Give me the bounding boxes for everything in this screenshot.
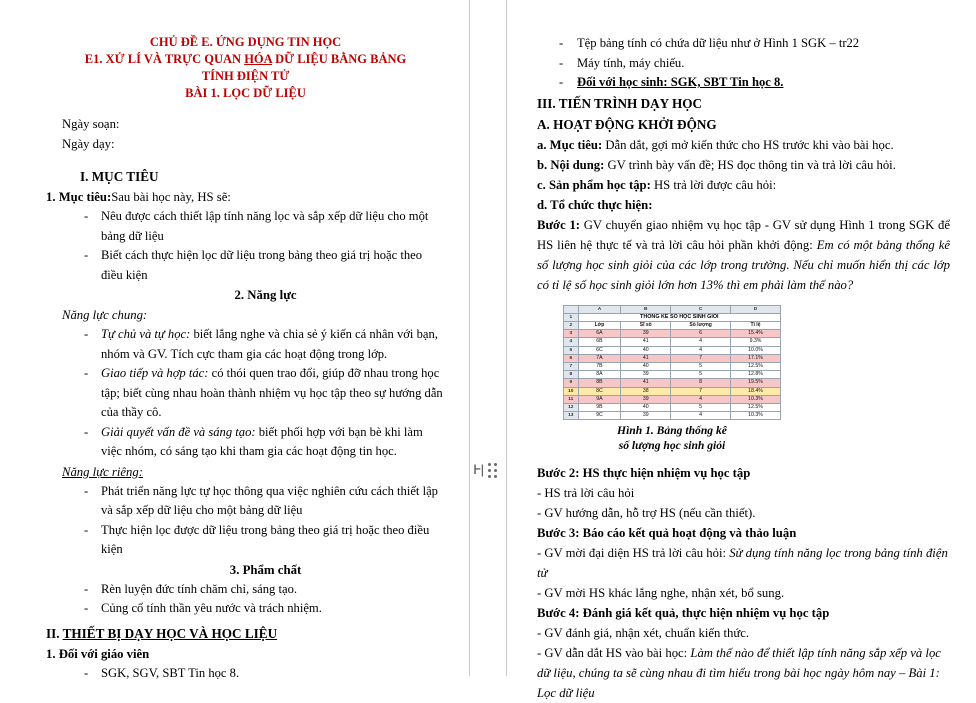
row-header: 12 bbox=[563, 403, 578, 411]
cell-tile: 15.4% bbox=[730, 330, 780, 338]
teacher-item-3-text: Máy tính, máy chiếu. bbox=[576, 55, 685, 70]
cell-lop: 6B bbox=[578, 338, 621, 346]
pham-chat-item-2-text: Củng cố tính thần yêu nước và trách nhiệm. bbox=[101, 601, 322, 615]
nang-luc-rieng-item-2 bbox=[46, 521, 445, 560]
spreadsheet-column-header-row bbox=[563, 305, 780, 313]
cell-siso: 40 bbox=[621, 362, 671, 370]
doc-title-line-4: BÀI 1. LỌC DỮ LIỆU bbox=[185, 86, 306, 100]
section-heading-ii-num: II. bbox=[46, 625, 63, 641]
item-lead: Giải quyết vấn đề và sáng tạo: bbox=[101, 424, 256, 439]
row-header: 2 bbox=[563, 321, 578, 329]
row-header: 13 bbox=[563, 412, 578, 420]
cell-tile: 10.0% bbox=[730, 346, 780, 354]
doc-title-line-2-pre: E1. XỬ LÍ VÀ TRỰC QUAN bbox=[84, 52, 245, 66]
nang-luc-heading: 2. Năng lực bbox=[234, 288, 297, 302]
nang-luc-chung-item-1-text bbox=[101, 325, 445, 364]
row-header: 5 bbox=[563, 346, 578, 354]
cell-lop: 8B bbox=[578, 379, 621, 387]
buoc-1-paragraph bbox=[537, 215, 950, 295]
cell-siso: 38 bbox=[621, 387, 671, 395]
student-materials-text: Đối với học sinh: SGK, SBT Tin học 8. bbox=[576, 75, 784, 89]
buoc-2-label: Bước 2: bbox=[536, 466, 580, 481]
nang-luc-rieng-label: Năng lực riêng: bbox=[62, 464, 143, 479]
buoc-4-item-2-italic: Làm thế nào để thiết lập tính năng sắp xếp và lọc dữ liệu, chúng ta sẽ cùng nhau đi tìm hiểu trong bài học ngày hôm nay – Bài 1: Lọc dữ liệu bbox=[536, 646, 941, 701]
nang-luc-chung-item-1 bbox=[46, 325, 445, 364]
objective-bullet-2-text: Biết cách thực hiện lọc dữ liệu trong bảng theo giá trị hoặc theo điều kiện bbox=[101, 248, 423, 282]
activity-a-item-4-label: d. Tổ chức thực hiện: bbox=[536, 197, 653, 212]
cell-siso: 39 bbox=[621, 412, 671, 420]
nang-luc-chung-item-2-text bbox=[101, 364, 445, 423]
objective-bullet-2 bbox=[46, 246, 445, 285]
drag-dots-icon[interactable] bbox=[488, 463, 497, 478]
cell-tile: 12.5% bbox=[730, 362, 780, 370]
student-materials-item bbox=[537, 73, 950, 93]
table-row bbox=[563, 354, 780, 362]
buoc-1-label: Bước 1: bbox=[536, 217, 581, 232]
objective-heading-rest: Sau bài học này, HS sẽ: bbox=[111, 190, 231, 204]
buoc-4-heading bbox=[537, 603, 950, 623]
dash-marker: - bbox=[84, 601, 89, 615]
banner-cell: THỐNG KÊ SỐ HỌC SINH GIỎI bbox=[578, 313, 780, 321]
figure-caption-line-1: Hình 1. Bảng thống kê bbox=[617, 424, 727, 438]
cell-tile: 18.4% bbox=[730, 387, 780, 395]
cell-lop: 7A bbox=[578, 354, 621, 362]
page-gutter bbox=[469, 0, 507, 676]
section-heading-iii: III. TIẾN TRÌNH DẠY HỌC bbox=[536, 95, 702, 111]
nang-luc-rieng-item-1 bbox=[46, 482, 445, 521]
activity-a-item-2 bbox=[537, 155, 950, 175]
cell-lop: 6C bbox=[578, 346, 621, 354]
dash-marker: - bbox=[558, 75, 564, 89]
row-header: 7 bbox=[563, 362, 578, 370]
dash-marker: - bbox=[84, 581, 89, 596]
cell-soluong: 4 bbox=[671, 346, 731, 354]
activity-a-item-4 bbox=[537, 195, 950, 215]
cell-soluong: 5 bbox=[671, 403, 731, 411]
table-row bbox=[563, 387, 780, 395]
figure-caption-line-2: số lượng học sinh giỏi bbox=[618, 439, 726, 453]
nang-luc-rieng-item-2-text: Thực hiện lọc được dữ liệu trong bảng theo giá trị hoặc theo điều kiện bbox=[101, 522, 430, 556]
header-cell-soluong: Số lượng bbox=[671, 321, 731, 329]
activity-a-item-3 bbox=[537, 175, 950, 195]
header-cell-siso: Sĩ số bbox=[621, 321, 671, 329]
buoc-2-item-1: - HS trả lời câu hỏi bbox=[536, 486, 635, 501]
objective-heading-label: 1. Mục tiêu: bbox=[46, 190, 112, 204]
column-resize-handle[interactable] bbox=[473, 462, 497, 478]
dash-marker: - bbox=[84, 327, 89, 341]
cell-soluong: 4 bbox=[671, 338, 731, 346]
cell-soluong: 5 bbox=[671, 371, 731, 379]
nang-luc-chung-item-3-text bbox=[101, 423, 445, 462]
cell-tile: 17.1% bbox=[730, 354, 780, 362]
dash-marker: - bbox=[84, 248, 89, 262]
header-cell-lop: Lớp bbox=[578, 321, 621, 329]
item-lead: Tự chủ và tự học: bbox=[101, 327, 191, 341]
cell-siso: 41 bbox=[621, 338, 671, 346]
cell-soluong: 4 bbox=[671, 395, 731, 403]
nang-luc-chung-label: Năng lực chung: bbox=[62, 308, 148, 322]
corner-cell bbox=[563, 305, 578, 313]
cell-soluong: 4 bbox=[671, 412, 731, 420]
dash-marker: - bbox=[84, 366, 89, 380]
dash-marker: - bbox=[84, 424, 89, 439]
buoc-3-heading bbox=[537, 523, 950, 543]
cell-tile: 19.5% bbox=[730, 379, 780, 387]
teacher-item-2 bbox=[537, 34, 950, 54]
buoc-3-text: Báo cáo kết quả hoạt động và thảo luận bbox=[579, 526, 797, 541]
pham-chat-heading: 3. Phẩm chất bbox=[229, 562, 302, 577]
cell-soluong: 7 bbox=[671, 354, 731, 362]
dash-marker: - bbox=[84, 522, 89, 537]
buoc-1-text: GV chuyển giao nhiệm vụ học tập - GV sử dụng Hình 1 trong SGK để HS liên hệ thực tế và trả lời câu hỏi phần khởi động: bbox=[536, 217, 951, 252]
spreadsheet-table bbox=[563, 305, 781, 421]
table-row bbox=[563, 338, 780, 346]
date-day: Ngày dạy: bbox=[62, 137, 115, 151]
section-heading-i: I. MỤC TIÊU bbox=[80, 169, 159, 184]
cell-tile: 12.5% bbox=[730, 403, 780, 411]
section-heading-ii bbox=[46, 623, 445, 644]
pham-chat-item-1 bbox=[46, 580, 445, 600]
item-lead: Giao tiếp và hợp tác: bbox=[101, 366, 209, 380]
spreadsheet-header-row bbox=[563, 321, 780, 329]
item-body: có thói quen trao đổi, giúp đỡ nhau trong học tập; biết cùng nhau hoàn thành nhiệm vụ học tập theo sự hướng dẫn của thầy cô. bbox=[101, 366, 443, 419]
header-cell-tile: Tỉ lệ bbox=[730, 321, 780, 329]
col-header-b: B bbox=[621, 305, 671, 313]
teacher-heading: 1. Đối với giáo viên bbox=[46, 646, 150, 661]
doc-title-line-3: TÍNH ĐIỆN TỬ bbox=[201, 69, 290, 83]
cell-lop: 8A bbox=[578, 371, 621, 379]
cell-tile: 12.8% bbox=[730, 371, 780, 379]
cell-tile: 10.3% bbox=[730, 412, 780, 420]
teacher-item-1 bbox=[46, 664, 445, 684]
teacher-item-1-text: SGK, SGV, SBT Tin học 8. bbox=[101, 665, 240, 680]
doc-title-line-2-underlined: HÓA bbox=[244, 52, 272, 66]
cell-lop: 9C bbox=[578, 412, 621, 420]
dash-marker: - bbox=[558, 55, 564, 70]
row-header: 6 bbox=[563, 354, 578, 362]
handle-bar-icon: Ͱ| bbox=[473, 462, 483, 477]
section-heading-a: A. HOẠT ĐỘNG KHỞI ĐỘNG bbox=[536, 116, 717, 132]
doc-title-line-1: CHỦ ĐỀ E. ỨNG DỤNG TIN HỌC bbox=[149, 35, 342, 49]
buoc-3-item-1-lead: - GV mời đại diện HS trả lời câu hỏi: bbox=[536, 546, 730, 561]
activity-a-item-3-label: c. Sản phẩm học tập: bbox=[536, 177, 651, 192]
doc-title-line-2 bbox=[46, 51, 445, 68]
cell-tile: 10.3% bbox=[730, 395, 780, 403]
buoc-3-item-1-italic: Sử dụng tính năng lọc trong bảng tính điện tử bbox=[536, 546, 948, 581]
buoc-4-label: Bước 4: bbox=[536, 606, 580, 621]
cell-siso: 41 bbox=[621, 379, 671, 387]
objective-heading bbox=[46, 187, 445, 207]
buoc-3-item-1 bbox=[537, 543, 950, 583]
table-row bbox=[563, 371, 780, 379]
objective-bullet-1 bbox=[46, 207, 445, 246]
dash-marker: - bbox=[84, 209, 89, 223]
activity-a-item-1-text: Dẫn dắt, gợi mở kiến thức cho HS trước khi vào bài học. bbox=[602, 137, 894, 152]
table-row bbox=[563, 403, 780, 411]
cell-siso: 41 bbox=[621, 354, 671, 362]
cell-soluong: 8 bbox=[671, 379, 731, 387]
cell-siso: 40 bbox=[621, 346, 671, 354]
nang-luc-rieng-item-1-text: Phát triển năng lực tự học thông qua việc nghiên cứu cách thiết lập và sắp xếp dữ liệu cho một bảng dữ liệu bbox=[101, 483, 438, 517]
col-header-a: A bbox=[578, 305, 621, 313]
row-header: 3 bbox=[563, 330, 578, 338]
date-soan: Ngày soạn: bbox=[62, 117, 120, 131]
table-row bbox=[563, 362, 780, 370]
section-heading-ii-text: THIẾT BỊ DẠY HỌC VÀ HỌC LIỆU bbox=[62, 625, 278, 641]
cell-soluong: 7 bbox=[671, 387, 731, 395]
table-row bbox=[563, 346, 780, 354]
buoc-3-item-2: - GV mời HS khác lắng nghe, nhận xét, bổ sung. bbox=[536, 586, 785, 601]
row-header: 11 bbox=[563, 395, 578, 403]
pham-chat-item-2 bbox=[46, 599, 445, 619]
teacher-item-2-text: Tệp bảng tính có chứa dữ liệu như ở Hình 1 SGK – tr22 bbox=[576, 36, 860, 50]
row-header: 1 bbox=[563, 313, 578, 321]
buoc-4-item-2-lead: - GV dẫn dắt HS vào bài học: bbox=[536, 646, 691, 661]
cell-siso: 39 bbox=[621, 371, 671, 379]
item-body: biết phối hợp với bạn bè khi làm việc nhóm, có sáng tạo khi tham gia các hoạt động tin học. bbox=[101, 424, 423, 458]
table-row bbox=[563, 379, 780, 387]
dash-marker: - bbox=[84, 483, 89, 498]
cell-lop: 9B bbox=[578, 403, 621, 411]
cell-lop: 9A bbox=[578, 395, 621, 403]
activity-a-item-2-label: b. Nội dung: bbox=[536, 157, 605, 172]
table-row bbox=[563, 330, 780, 338]
buoc-4-item-2 bbox=[537, 643, 950, 703]
cell-lop: 7B bbox=[578, 362, 621, 370]
cell-siso: 40 bbox=[621, 403, 671, 411]
cell-soluong: 6 bbox=[671, 330, 731, 338]
activity-a-item-1 bbox=[537, 135, 950, 155]
col-header-d: D bbox=[730, 305, 780, 313]
item-body: biết lắng nghe và chia sẻ ý kiến cá nhân với bạn, nhóm và GV. Tích cực tham gia các hoạt động trong lớp. bbox=[101, 327, 438, 361]
doc-title-line-2-post: DỮ LIỆU BẰNG BẢNG bbox=[271, 52, 407, 66]
cell-siso: 39 bbox=[621, 395, 671, 403]
pham-chat-item-1-text: Rèn luyện đức tính chăm chỉ, sáng tạo. bbox=[101, 581, 298, 596]
figure-spreadsheet bbox=[563, 305, 781, 454]
spreadsheet-banner-row bbox=[563, 313, 780, 321]
buoc-2-text: HS thực hiện nhiệm vụ học tập bbox=[579, 466, 751, 481]
cell-soluong: 5 bbox=[671, 362, 731, 370]
buoc-2-heading bbox=[537, 463, 950, 483]
cell-lop: 8C bbox=[578, 387, 621, 395]
activity-a-item-1-label: a. Mục tiêu: bbox=[536, 137, 603, 152]
table-row bbox=[563, 412, 780, 420]
nang-luc-chung-item-2 bbox=[46, 364, 445, 423]
col-header-c: C bbox=[671, 305, 731, 313]
table-row bbox=[563, 395, 780, 403]
buoc-1-italic-text: Em có một bảng thống kê số lượng học sinh giỏi của các lớp trong trường. Nếu chỉ muốn hiển thị các lớp có tỉ lệ số học sinh giỏi lớn hơn 13% thì em phải làm thế nào? bbox=[536, 237, 951, 292]
activity-a-item-2-text: GV trình bày vấn đề; HS đọc thông tin và trả lời câu hỏi. bbox=[604, 157, 896, 172]
row-header: 10 bbox=[563, 387, 578, 395]
row-header: 4 bbox=[563, 338, 578, 346]
cell-tile: 9.3% bbox=[730, 338, 780, 346]
dash-marker: - bbox=[558, 36, 564, 50]
row-header: 9 bbox=[563, 379, 578, 387]
left-page-column bbox=[0, 0, 469, 680]
objective-bullet-1-text: Nêu được cách thiết lập tính năng lọc và sắp xếp dữ liệu cho một bảng dữ liệu bbox=[101, 209, 429, 243]
buoc-4-text: Đánh giá kết quả, thực hiện nhiệm vụ học tập bbox=[579, 606, 830, 621]
nang-luc-chung-item-3 bbox=[46, 423, 445, 462]
activity-a-item-3-text: HS trả lời được câu hỏi: bbox=[650, 177, 777, 192]
cell-lop: 6A bbox=[578, 330, 621, 338]
dash-marker: - bbox=[84, 665, 89, 680]
teacher-item-3 bbox=[537, 54, 950, 74]
row-header: 8 bbox=[563, 371, 578, 379]
buoc-4-item-1: - GV đánh giá, nhận xét, chuẩn kiến thức. bbox=[536, 626, 750, 641]
buoc-3-label: Bước 3: bbox=[536, 526, 580, 541]
cell-siso: 39 bbox=[621, 330, 671, 338]
buoc-2-item-2: - GV hướng dẫn, hỗ trợ HS (nếu cần thiết). bbox=[536, 506, 756, 521]
right-page-column bbox=[507, 0, 976, 701]
